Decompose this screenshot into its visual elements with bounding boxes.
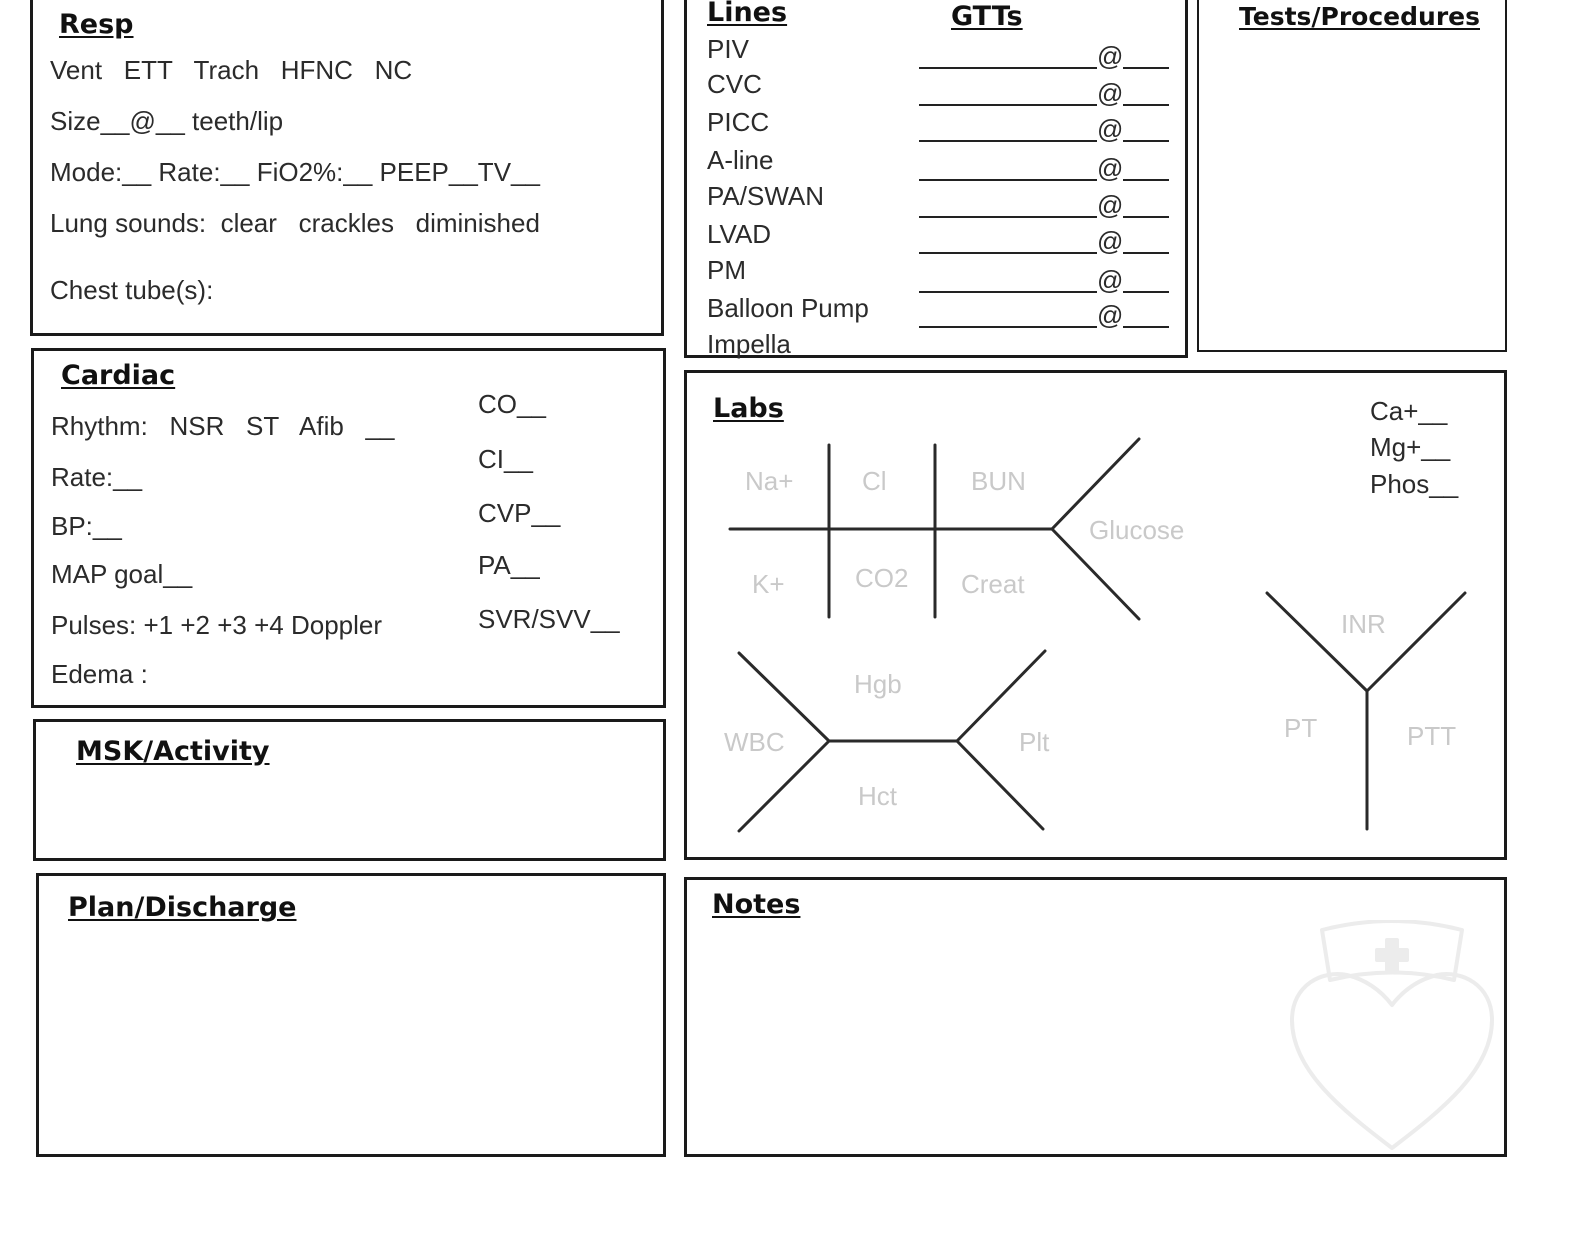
cardiac-pulses: Pulses: +1 +2 +3 +4 Doppler <box>51 610 383 640</box>
cardiac-rate: Rate:__ <box>51 462 143 492</box>
gtt-blank <box>919 228 1169 254</box>
gtt-at: @ <box>1097 265 1124 295</box>
cardiac-rhythm: Rhythm: NSR ST Afib __ <box>51 411 395 441</box>
lab-label-glucose: Glucose <box>1089 515 1185 545</box>
msk-section <box>33 719 666 861</box>
gtt-blank <box>919 116 1169 142</box>
line-item: CVC <box>707 69 762 99</box>
resp-lung-sounds: Lung sounds: clear crackles diminished <box>50 208 540 238</box>
cardiac-edema: Edema : <box>51 659 148 689</box>
cardiac-map-goal: MAP goal__ <box>51 559 193 589</box>
lab-label-creatinine: Creat <box>961 569 1025 599</box>
lab-label-sodium: Na+ <box>745 466 794 496</box>
labs-heading: Labs <box>713 393 784 424</box>
line-item: Balloon Pump <box>707 293 869 323</box>
line-item: PM <box>707 255 746 285</box>
gtt-blank <box>919 192 1169 218</box>
lab-label-chloride: Cl <box>862 466 887 496</box>
resp-chest-tubes: Chest tube(s): <box>50 275 214 305</box>
cardiac-heading: Cardiac <box>61 360 176 391</box>
lab-label-inr: INR <box>1341 609 1386 639</box>
line-item: LVAD <box>707 219 772 249</box>
gtt-blank <box>919 155 1169 181</box>
gtt-at: @ <box>1097 153 1124 183</box>
line-item: PICC <box>707 107 770 137</box>
resp-section <box>30 0 664 336</box>
lab-label-pt: PT <box>1284 713 1318 743</box>
cardiac-bp: BP:__ <box>51 511 122 541</box>
lab-label-co2: CO2 <box>855 563 909 593</box>
line-item: PA/SWAN <box>707 181 825 211</box>
coag-right-arm <box>1367 593 1465 691</box>
lab-label-wbc: WBC <box>724 727 785 757</box>
gtt-blank <box>919 302 1169 328</box>
cardiac-section <box>31 348 666 708</box>
coag-left-arm <box>1267 593 1367 691</box>
lab-magnesium: Mg+__ <box>1370 432 1451 462</box>
lab-label-bun: BUN <box>971 466 1026 496</box>
resp-size-line: Size__@__ teeth/lip <box>50 106 284 136</box>
cardiac-ci: CI__ <box>478 444 533 474</box>
gtt-at: @ <box>1097 114 1124 144</box>
plan-section <box>36 873 666 1157</box>
gtt-blank <box>919 43 1169 69</box>
resp-device-options: Vent ETT Trach HFNC NC <box>50 55 413 85</box>
lab-label-hgb: Hgb <box>854 669 902 699</box>
gtt-at: @ <box>1097 41 1124 71</box>
lab-calcium: Ca+__ <box>1370 396 1448 426</box>
gtt-blank <box>919 267 1169 293</box>
resp-heading: Resp <box>59 9 134 40</box>
tests-heading: Tests/Procedures <box>1239 2 1480 31</box>
lab-label-potassium: K+ <box>752 569 785 599</box>
lines-heading: Lines <box>707 0 788 28</box>
nurse-heart-watermark-icon <box>1282 920 1502 1160</box>
lab-label-ptt: PTT <box>1407 721 1457 751</box>
cardiac-co: CO__ <box>478 389 546 419</box>
notes-section <box>684 877 1507 1157</box>
line-item: PIV <box>707 34 749 64</box>
cardiac-pa: PA__ <box>478 550 540 580</box>
gtt-at: @ <box>1097 226 1124 256</box>
lab-label-hct: Hct <box>858 781 897 811</box>
lab-skeleton-diagrams <box>687 373 1510 863</box>
lines-section <box>684 0 1188 358</box>
gtts-heading: GTTs <box>951 1 1023 32</box>
line-item: Impella <box>707 329 791 359</box>
gtt-at: @ <box>1097 190 1124 220</box>
labs-section <box>684 370 1507 860</box>
plan-heading: Plan/Discharge <box>68 892 297 923</box>
msk-heading: MSK/Activity <box>76 736 270 767</box>
cardiac-svr-svv: SVR/SVV__ <box>478 604 620 634</box>
cardiac-cvp: CVP__ <box>478 498 561 528</box>
resp-vent-settings: Mode:__ Rate:__ FiO2%:__ PEEP__TV__ <box>50 157 540 187</box>
line-item: A-line <box>707 145 774 175</box>
tests-section <box>1197 0 1507 352</box>
gtt-blank <box>919 80 1169 106</box>
lab-phosphorus: Phos__ <box>1370 469 1459 499</box>
lab-label-platelets: Plt <box>1019 727 1050 757</box>
gtt-at: @ <box>1097 300 1124 330</box>
notes-heading: Notes <box>712 889 801 920</box>
gtt-at: @ <box>1097 78 1124 108</box>
